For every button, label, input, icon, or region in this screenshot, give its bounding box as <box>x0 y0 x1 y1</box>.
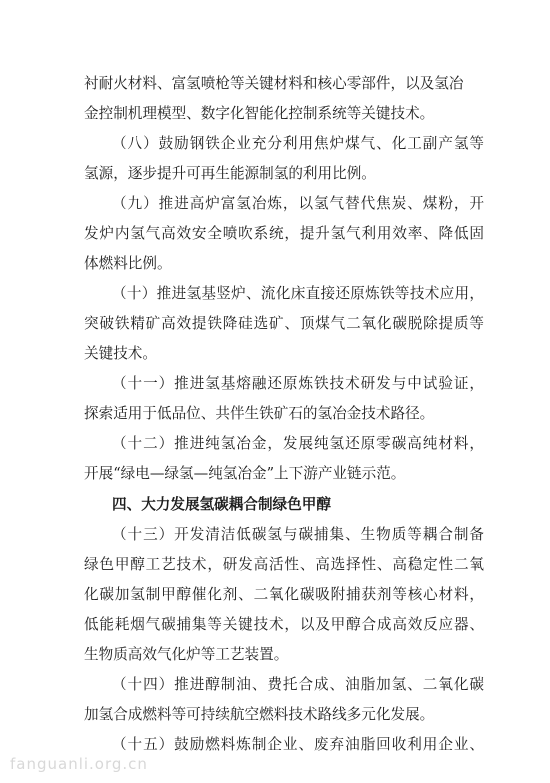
paragraph-line: （十二）推进纯氢冶金，发展纯氢还原零碳高纯材料， <box>112 435 484 452</box>
paragraph-line: （十五）鼓励燃料炼制企业、废弃油脂回收利用企业、 <box>112 736 484 753</box>
paragraph-line: 开展“绿电—绿氢—纯氢冶金”上下游产业链示范。 <box>84 465 406 482</box>
site-watermark: fanguanli.org.cn <box>10 755 148 773</box>
paragraph-line: 探索适用于低品位、共伴生铁矿石的氢冶金技术路径。 <box>84 405 435 422</box>
section-heading: 四、大力发展氢碳耦合制绿色甲醇 <box>112 496 331 513</box>
paragraph-line: （十四）推进醇制油、费托合成、油脂加氢、二氧化碳 <box>112 676 484 693</box>
paragraph-line: （八）鼓励钢铁企业充分利用焦炉煤气、化工副产氢等 <box>112 135 484 152</box>
paragraph-line: 发炉内氢气高效安全喷吹系统，提升氢气利用效率、降低固 <box>84 225 484 242</box>
paragraph-line: （九）推进高炉富氢冶炼，以氢气替代焦炭、煤粉，开 <box>112 195 484 212</box>
paragraph-line: （十三）开发清洁低碳氢与碳捕集、生物质等耦合制备 <box>112 526 484 543</box>
paragraph-line: 氢源，逐步提升可再生能源制氢的利用比例。 <box>84 165 376 182</box>
paragraph-line: （十）推进氢基竖炉、流化床直接还原炼铁等技术应用， <box>112 285 484 302</box>
paragraph-line: 加氢合成燃料等可持续航空燃料技术路线多元化发展。 <box>84 706 435 723</box>
paragraph-line: 金控制机理模型、数字化智能化控制系统等关键技术。 <box>84 105 435 122</box>
paragraph-line: 衬耐火材料、富氢喷枪等关键材料和核心零部件，以及氢冶 <box>84 75 464 92</box>
paragraph-line: 关键技术。 <box>84 345 157 362</box>
paragraph-line: （十一）推进氢基熔融还原炼铁技术研发与中试验证， <box>112 375 484 392</box>
paragraph-line: 化碳加氢制甲醇催化剂、二氧化碳吸附捕获剂等核心材料， <box>84 586 484 603</box>
paragraph-line: 绿色甲醇工艺技术，研发高活性、高选择性、高稳定性二氧 <box>84 556 484 573</box>
paragraph-line: 低能耗烟气碳捕集等关键技术，以及甲醇合成高效反应器、 <box>84 616 484 633</box>
paragraph-line: 体燃料比例。 <box>84 255 172 272</box>
paragraph-line: 突破铁精矿高效提铁降硅选矿、顶煤气二氧化碳脱除提质等 <box>84 315 484 332</box>
paragraph-line: 生物质高效气化炉等工艺装置。 <box>84 646 289 663</box>
